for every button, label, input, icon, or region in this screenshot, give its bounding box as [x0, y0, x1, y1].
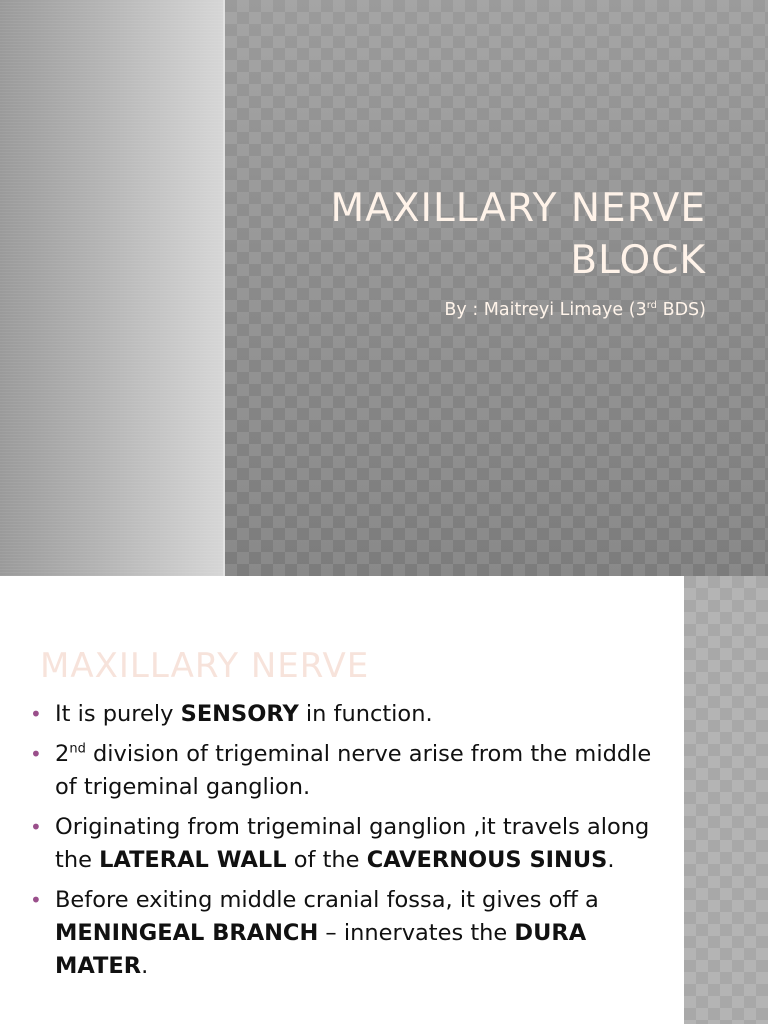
bullet-bold-text: MENINGEAL BRANCH	[55, 920, 319, 946]
slide-title-line2: BLOCK	[570, 238, 706, 283]
bullet-list	[28, 698, 658, 990]
bullet-item	[28, 738, 658, 804]
bullet-text: 2	[55, 741, 70, 767]
slide-title	[286, 183, 706, 287]
byline-superscript: rd	[646, 300, 658, 312]
bullet-text: Originating from trigeminal ganglion ,it travels along the	[55, 814, 650, 873]
bullet-bold-text: LATERAL WALL	[99, 847, 287, 873]
bullet-text: in function.	[298, 701, 433, 727]
content-slide-pattern-strip	[684, 576, 768, 1024]
byline-suffix: BDS)	[657, 300, 706, 320]
bullet-marker-icon: •	[30, 742, 42, 766]
content-slide	[0, 576, 768, 1024]
bullet-item	[28, 811, 658, 877]
bullet-bold-text: DURA MATER	[55, 920, 587, 979]
bullet-text: of the	[286, 847, 367, 873]
bullet-text: It is purely	[55, 701, 181, 727]
bullet-item	[28, 884, 658, 983]
bullet-bold-text: CAVERNOUS SINUS	[366, 847, 608, 873]
bullet-text: .	[141, 953, 149, 979]
bullet-bold-text: SENSORY	[180, 701, 299, 727]
bullet-marker-icon: •	[30, 815, 42, 839]
title-slide-pattern-panel	[225, 0, 768, 576]
bullet-text: .	[607, 847, 615, 873]
bullet-item	[28, 698, 658, 731]
slide-title-line1: MAXILLARY NERVE	[330, 186, 706, 231]
title-slide-left-panel	[0, 0, 223, 576]
bullet-text: division of trigeminal nerve arise from the middle of trigeminal ganglion.	[55, 741, 652, 800]
bullet-superscript: nd	[69, 741, 86, 757]
bullet-marker-icon: •	[30, 702, 42, 726]
bullet-text: Before exiting middle cranial fossa, it gives off a	[55, 887, 599, 913]
bullet-text: – innervates the	[318, 920, 515, 946]
content-slide-heading: MAXILLARY NERVE	[40, 646, 370, 686]
bullet-marker-icon: •	[30, 888, 42, 912]
byline-prefix: By : Maitreyi Limaye (3	[444, 300, 647, 320]
slide-byline	[444, 300, 706, 320]
